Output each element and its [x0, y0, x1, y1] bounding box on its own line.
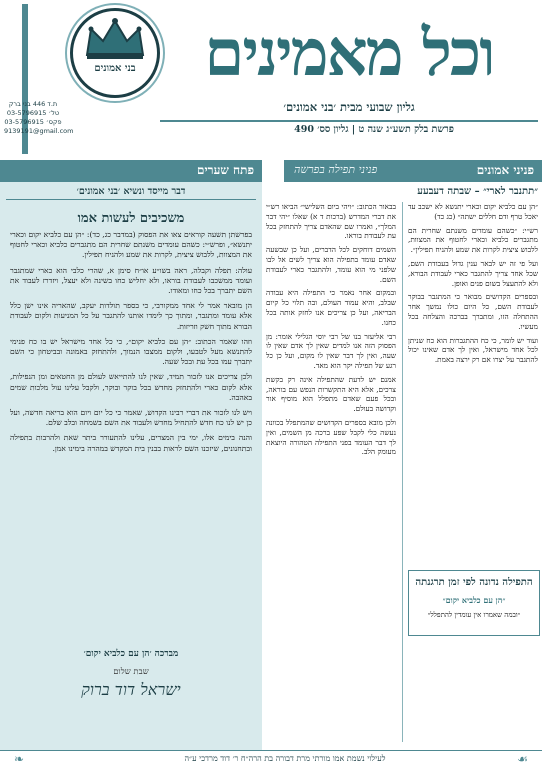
- masthead-subtitle: גליון שבועי מבית ׳בני אמונים׳: [160, 100, 538, 122]
- signature: ישראל דוד ברוק: [81, 680, 181, 699]
- left-article-heading: משכיבים לעשות אמו: [77, 211, 185, 226]
- paragraph: ובספרים הקדושים מבואר כי המתגבר בבוקר לעבודת השם, כל היום כולו נמשך אחר ההתחלה הזו, ומתברך בברכה והצלחה בכל מעשיו.: [408, 292, 538, 331]
- contact-email: 9139191@gmail.com: [4, 127, 74, 135]
- paragraph: רש״י: ״כשהם עומדים משנתם שחרית הם מתגברים כלביא וכארי לחטוף את המצוות, ללבוש ציצית לקרות את שמע ולהניח תפילין״.: [408, 225, 538, 255]
- right-section-title: פניני אמונים: [476, 163, 534, 177]
- right-inner-heading: ״תתנבר לארי״ – שבתה דעבעע: [417, 186, 538, 197]
- right-section-bar: [284, 160, 542, 182]
- right-column-main: [408, 202, 538, 562]
- logo-text: בני אמונים: [94, 63, 136, 74]
- paragraph: ועל פי זה יש לבאר ענין גדול בעבודת השם, שכל אחד צריך להתגבר כארי לעבודת הבורא, ולא להתעצל בשום פנים ואופן.: [408, 258, 538, 288]
- paragraph: הן מובאר אמר לי אחד ממקורבי, כי בספר תולדות יעקב, שהאריה אינו ישן כלל אלא עומד ומתגבר, ומתוך כך לימדו אותנו להתגבר על כל המניעות ולקום לעבודת הבורא מתוך חשק וזריזות.: [10, 301, 252, 331]
- paragraph: אמנם יש לדעת שהתפילה אינה רק בקשת צרכים, אלא היא התקשרות הנפש עם בוראה, ובכל פעם שאדם מתפלל הוא מוסיף אור וקדושה בעולם.: [266, 374, 396, 414]
- paragraph: רבי אליעזר בנו של רבי יוסי הגלילי אומר: מן הפסוק הזה אנו למדים שאין לך אדם שאין לו שעה, ואין לך דבר שאין לו מקום, ועל כן כל רגע של תפילה יקר הוא מאד.: [266, 331, 396, 370]
- issue-line: פרשת בלק תשע״ג שנה ט | גליון סס׳ 490: [294, 124, 454, 135]
- right-section-subtitle: פניני תפילה בפרשה: [294, 163, 378, 176]
- header: [0, 0, 542, 160]
- tefilla-quote: ״ובמה שאמרו אין עומדין להתפלל״: [427, 611, 521, 619]
- contact-strip: [4, 4, 74, 154]
- logo: [70, 8, 160, 98]
- tefilla-title: התפילה נדונה לפי זמן תרגנתה: [415, 577, 533, 588]
- left-section-bar: [0, 160, 262, 182]
- footer: [0, 750, 542, 768]
- paragraph: השמים דוחקים לכל הדברים, ועל כן שבשעה שאדם עומד בתפילה הוא צריך לשים אל לבו שלפני מי הוא עומד, ולהתגבר כארי לעבודת השם.: [266, 245, 396, 284]
- paragraph: ולכן צריכים אנו לזכור תמיד, שאין לנו להתייאש לעולם מן החטאים ומן הנפילות, אלא לקום כארי ולהתחזק מחדש בכל בוקר ובוקר, ולקבל עלינו עול מלכות שמים באהבה.: [10, 372, 252, 402]
- contact-address: ת.ד 446 בני ברק: [8, 100, 58, 108]
- leaf-icon: ❧: [14, 752, 25, 766]
- paragraph: וזהו שאמר הכתוב: ״הן עם כלביא יקום״, כי כל אחד מישראל יש בו כח פנימי להתנשא מעל לטבעו, ולקום ממצבו הנמוך, ולהתחזק באמונה ובביטחון כי השם יתברך עמו בכל עת ובכל שעה.: [10, 336, 252, 367]
- masthead-title: וכל מאמינים: [204, 16, 494, 91]
- crown-icon: [81, 15, 149, 61]
- closing-line: מברכה ׳הן עם כלביא יקום׳: [83, 649, 179, 659]
- contact-fax: פקס׳ 03-5796915: [4, 118, 62, 126]
- paragraph: ולכן מובא בספרים הקדושים שהמתפלל בכוונה נעשה כלי לקבל שפע ברכה מן השמים, ואין לך דבר העומד בפני התפילה הטהורה היוצאת מעומק הלב.: [266, 417, 396, 457]
- tefilla-subtitle: ״הן עם כלביא יקום״: [442, 595, 506, 605]
- paragraph: עולה: תפלה וקבלה, ראה בשו״ע או״ח סימן א, שהרי כלבי הוא כארי שמתגבר ועומד ממשכבו לעבודת בוראו, ולא יחליש כחו בשינה ולא יעצל, ויזדרז לעבוד את השם יתברך בכל כחו ומאודו.: [10, 265, 252, 296]
- paragraph: ״הן עם כלביא יקום וכארי יתנשא לא ישכב עד יאכל טרף ודם חללים ישתה״ (כג כד): [408, 202, 538, 221]
- column-divider: [402, 202, 403, 742]
- footer-dedication: לעילוי נשמת אמו מורתי מרת דבורה בת הרה״ח ר׳ דוד מרדכי ע״ה: [184, 754, 386, 763]
- left-section-title: פתח שערים: [197, 163, 254, 177]
- left-article-body: [10, 230, 252, 650]
- shabbat-greeting: שבת שלום: [113, 667, 149, 677]
- leaf-icon: ☙: [517, 752, 528, 766]
- tefilla-box: [408, 570, 540, 636]
- right-article: [266, 186, 538, 746]
- contact-phone: טל׳ 03-5796915: [6, 109, 60, 117]
- left-column: [0, 160, 262, 750]
- paragraph: ובמקום אחר נאמר כי התפילה היא עבודה שבלב, והיא עמוד העולם, ובה תלוי כל קיום הבריאה, ועל כן צריכים אנו לחזק אותה בכל כחנו.: [266, 288, 396, 327]
- paragraph: בבאור הכתוב: ״ויהי ביום השלישי״ הביאו רש״י את דברי המדרש (ברכות ד א) שאלו ״יהי דבר המלך״, ואמרו שם שהאדם צריך להתחזק בכל עת לעבודת בוראו.: [266, 202, 396, 241]
- paragraph: והנה בימים אלו, ימי בין המצרים, עלינו להתעורר ביתר שאת ולהרבות בתפילה ובתחנונים, שיזכנו השם לראות בבנין בית המקדש במהרה בימינו אמן.: [10, 433, 252, 453]
- right-column-continued: [266, 202, 396, 742]
- paragraph: ויש לנו לזכור את דברי רבינו הקדוש, שאמר כי כל יום ויום הוא בריאה חדשה, ועל כן יש לנו כח חדש להתחיל מחדש ולעבוד את השם בשמחה ובלב שלם.: [10, 408, 252, 428]
- contact-info: [4, 100, 74, 136]
- paragraph: ועוד יש לומר, כי כח ההתגברות הוא כח שניתן לכל אחד מישראל, ואין לך אדם שאינו יכול להתגבר על יצרו אם רק ירצה באמת.: [408, 335, 538, 365]
- left-section-subtitle: דבר מייסד ונשיא ׳בני אמונים׳: [6, 186, 256, 200]
- paragraph: בפרשתן תשעה קוראים צאו את הפסוק (במדבר כג, כד): ״הן עם כלביא יקום וכארי יתנשא״, ופרש״י: כשהם עומדים משנתם שחרית הם מתגברים כלביא וכארי לחטוף את המצוות, ללבוש ציצית, לקרות את שמע ולהניח תפילין.: [10, 230, 252, 260]
